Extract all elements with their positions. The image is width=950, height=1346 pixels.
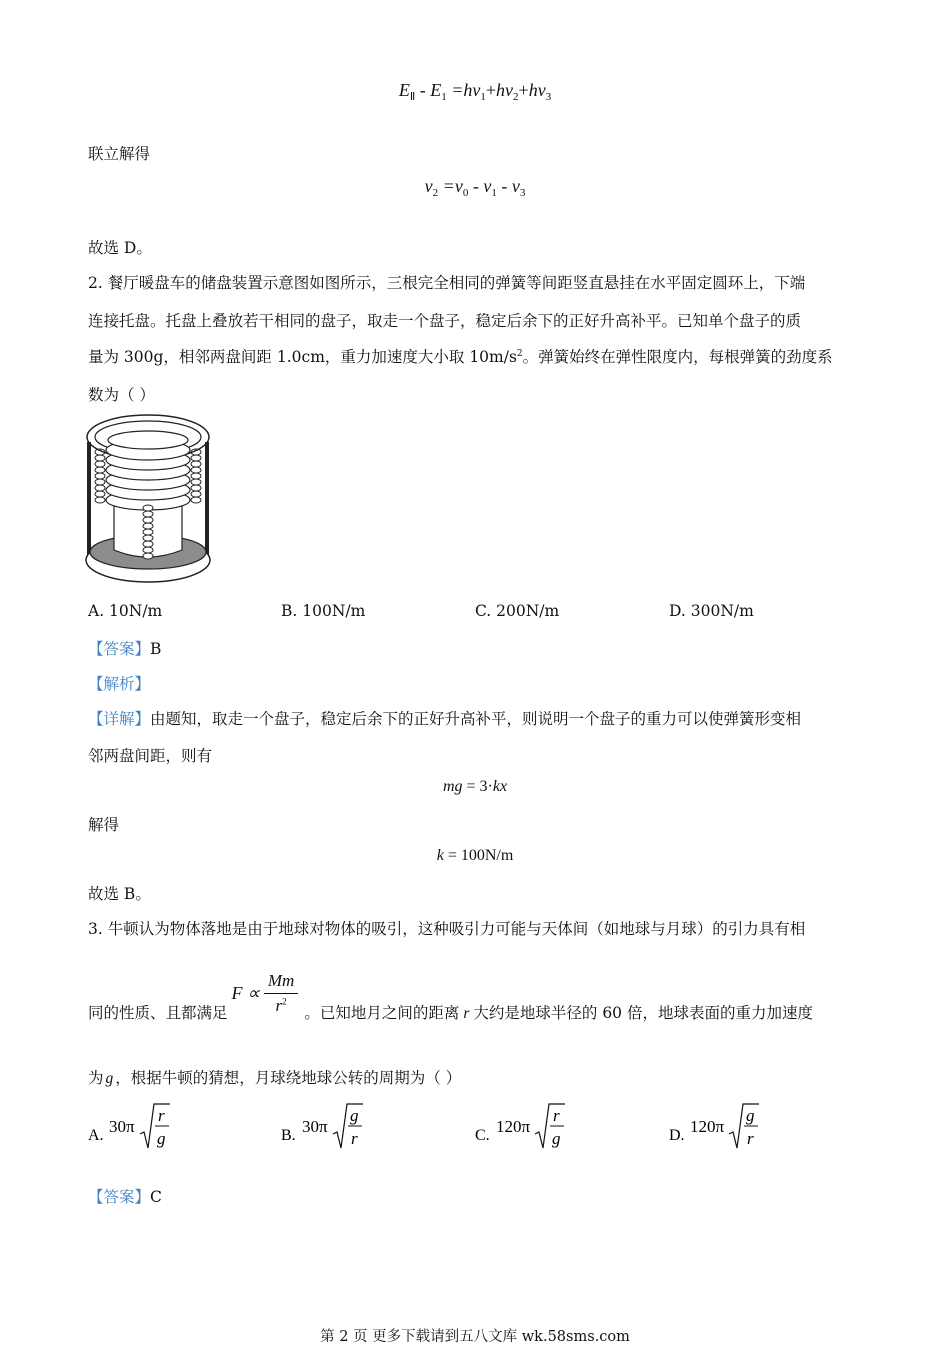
svg-text:120π: 120π <box>496 1117 531 1136</box>
svg-text:g: g <box>350 1106 359 1125</box>
q2-guxuan: 故选 B。 <box>88 885 151 903</box>
page-footer: 第 2 页 更多下载请到五八文库 wk.58sms.com <box>320 1329 630 1345</box>
q2-equation-force: mg = 3·kx <box>442 778 508 795</box>
svg-text:g: g <box>157 1129 166 1148</box>
spring-front <box>143 505 153 559</box>
svg-text:g: g <box>552 1129 561 1148</box>
q3-answer: 【答案】C <box>88 1188 162 1206</box>
q3-option-c[interactable] <box>475 1100 595 1160</box>
post-left <box>87 442 91 560</box>
svg-text:C.: C. <box>475 1127 490 1144</box>
q2-line4: 数为（ ） <box>88 386 155 404</box>
spring-left <box>95 449 105 503</box>
text-lianli: 联立解得 <box>88 145 151 163</box>
svg-text:g: g <box>746 1106 755 1125</box>
svg-text:D.: D. <box>669 1127 685 1144</box>
q2-detail-line2: 邻两盘间距，则有 <box>88 747 213 765</box>
svg-text:r: r <box>553 1106 560 1125</box>
q2-line2: 连接托盘。托盘上叠放若干相同的盘子，取走一个盘子，稳定后余下的正好升高补平。已知单个盘子的质 <box>88 312 802 330</box>
q2-option-b[interactable]: B. 100N/m <box>281 602 366 620</box>
q3-line3: 为 g ，根据牛顿的猜想，月球绕地球公转的周期为（ ） <box>88 1069 462 1087</box>
q2-option-a[interactable]: A. 10N/m <box>88 602 163 620</box>
q3-option-d-formula <box>669 1100 789 1156</box>
text-guxuan-d: 故选 D。 <box>88 239 152 257</box>
q2-analysis-tag: 【解析】 <box>88 675 151 693</box>
svg-text:B.: B. <box>281 1127 296 1144</box>
post-right <box>205 442 209 560</box>
q3-option-a[interactable] <box>88 1100 198 1160</box>
svg-text:r: r <box>747 1129 754 1148</box>
svg-text:r: r <box>351 1129 358 1148</box>
q2-answer: 【答案】B <box>88 640 162 658</box>
svg-text:30π: 30π <box>109 1117 135 1136</box>
plate-stack <box>106 431 190 510</box>
svg-text:30π: 30π <box>302 1117 328 1136</box>
equation-nu2: $\nu_2 =\nu_0 - \nu_1 - \nu_3$ <box>424 176 526 199</box>
q3-line2: 同的性质、且都满足 F ∝ $\frac{Mm}{r^2}$ 。已知地月之间的距离 r 大约是地球半径的 60 倍，地球表面的重力加速度 <box>88 971 813 1022</box>
svg-text:r: r <box>158 1106 165 1125</box>
q2-line1: 2. 餐厅暖盘车的储盘装置示意图如图所示，三根完全相同的弹簧等间距竖直悬挂在水平固定圆环上，下端 <box>88 274 806 292</box>
q2-option-d[interactable]: D. 300N/m <box>669 602 754 620</box>
equation-energy: $E_Ⅱ - E_1 =h\nu_1+h\nu_2+h\nu_3$ <box>398 80 552 103</box>
svg-text:120π: 120π <box>690 1117 725 1136</box>
q3-option-d[interactable] <box>669 1100 789 1160</box>
plate-warmer-figure <box>84 412 216 588</box>
q2-line3: 量为 300g，相邻两盘间距 1.0cm，重力加速度大小取 $10m/s^2$。弹簧始终在弹性限度内，每根弹簧的劲度系 <box>88 348 833 366</box>
svg-text:A.: A. <box>88 1127 104 1144</box>
q2-option-c[interactable]: C. 200N/m <box>475 602 560 620</box>
q2-jiede: 解得 <box>88 816 120 834</box>
spring-right <box>191 449 201 503</box>
q3-line1: 3. 牛顿认为物体落地是由于地球对物体的吸引，这种吸引力可能与天体间（如地球与月球）的引力具有相 <box>88 920 806 938</box>
q3-option-b[interactable] <box>281 1100 391 1160</box>
q3-option-b-formula <box>281 1100 391 1156</box>
q2-detail-line1: 【详解】由题知，取走一个盘子，稳定后余下的正好升高补平，则说明一个盘子的重力可以使弹簧形变相 <box>88 710 802 728</box>
q2-equation-result: k = 100N/m <box>436 847 514 864</box>
q3-option-a-formula <box>88 1100 198 1156</box>
q3-option-c-formula <box>475 1100 595 1156</box>
